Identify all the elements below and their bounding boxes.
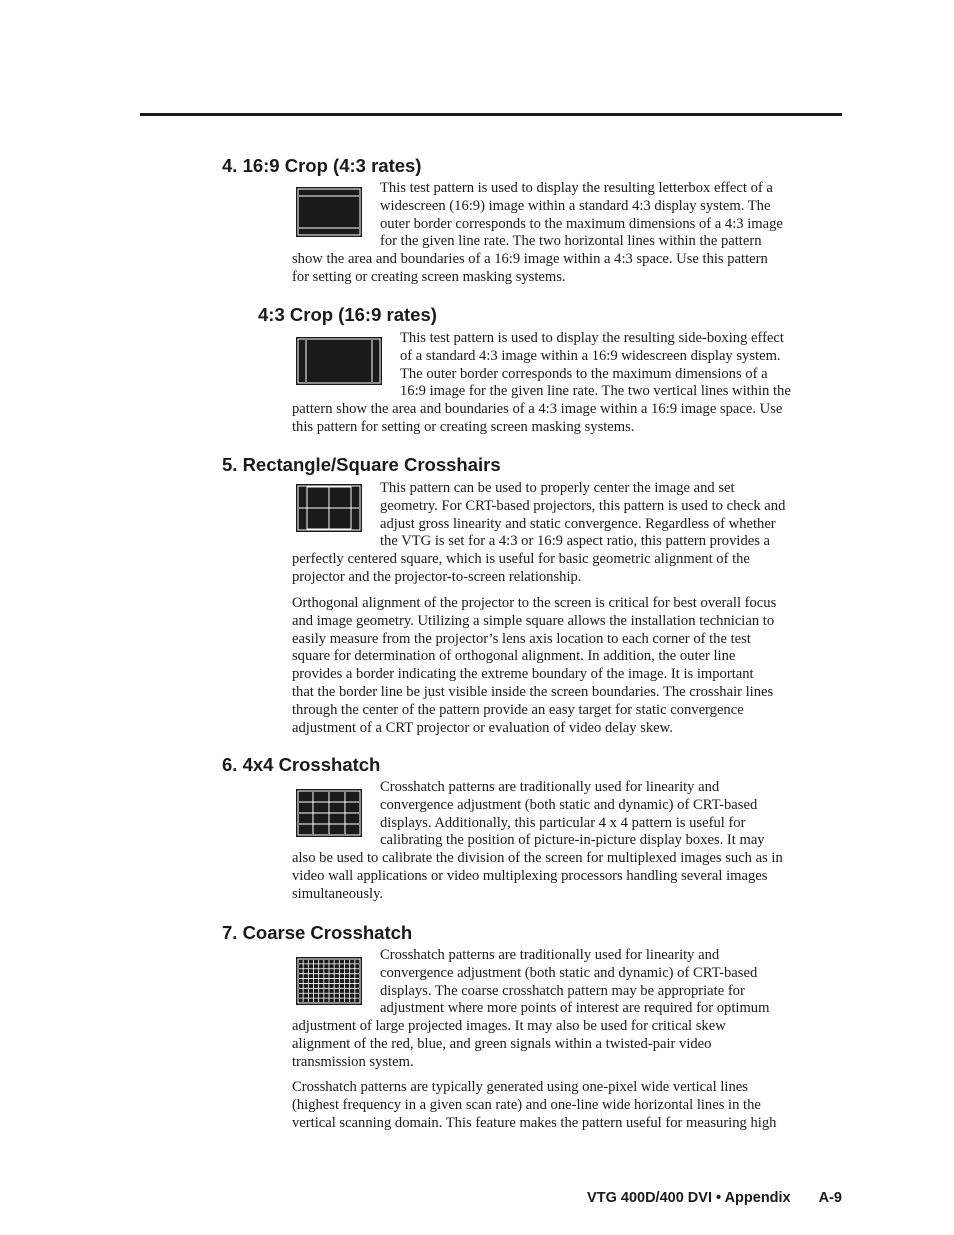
section-5-text: Crosshatch patterns are traditionally used for linearity and convergence adjustment (both static and dynamic) of CRT-based displays. The coarse crosshatch pattern may be appropriate for adjustment where more points of interest are required for optimum bbox=[380, 947, 770, 1017]
section-4-text: Crosshatch patterns are traditionally used for linearity and convergence adjustment (both static and dynamic) of CRT-based displays. Additionally, this particular 4 x 4 pattern is useful for calibrating the position of picture-in-picture display boxes. It may bbox=[380, 779, 765, 849]
section-heading-coarse-crosshatch: 7. Coarse Crosshatch bbox=[222, 922, 413, 943]
section-2-text: This test pattern is used to display the resulting side-boxing effect of a standard 4:3 image within a 16:9 widescreen display system. The outer border corresponds to the maximum dimensions of a 16:9 image for the given line rate. The two vertical lines within the bbox=[400, 330, 791, 400]
crosshatch-4x4-icon bbox=[296, 789, 362, 837]
section-1-text-wrap: show the area and boundaries of a 16:9 image within a 4:3 space. Use this pattern for setting or creating screen masking systems. bbox=[292, 251, 768, 285]
section-3-text: This pattern can be used to properly center the image and set geometry. For CRT-based projectors, this pattern is used to check and adjust gross linearity and static convergence. Regardless of whether the VTG is set for a 4:3 or 16:9 aspect ratio, this pattern provides a bbox=[380, 480, 786, 550]
sidebox-pattern-icon bbox=[296, 337, 382, 385]
section-3-text-wrap: perfectly centered square, which is useful for basic geometric alignment of the projector and the projector-to-screen relationship. bbox=[292, 551, 750, 585]
section-heading-4x4-crosshatch: 6. 4x4 Crosshatch bbox=[222, 754, 381, 775]
section-heading-crosshairs: 5. Rectangle/Square Crosshairs bbox=[222, 454, 501, 475]
crosshairs-pattern-icon bbox=[296, 484, 362, 532]
section-2-text-wrap: pattern show the area and boundaries of a 4:3 image within a 16:9 image space. Use this pattern for setting or creating screen masking systems. bbox=[292, 401, 783, 435]
section-1-text: This test pattern is used to display the resulting letterbox effect of a widescreen (16:9) image within a standard 4:3 display system. The outer border corresponds to the maximum dimensions of a 4:3 image for the given line rate. The two horizontal lines within the pattern bbox=[380, 180, 783, 250]
section-3-paragraph-2: Orthogonal alignment of the projector to the screen is critical for best overall focus and image geometry. Utilizing a simple square allows the installation technician to easily measure from the projector’s lens axis location to each corner of the test square for determination of orthogonal alignment. In addition, the outer line provides a border indicating the extreme boundary of the image. It is important that the border line be just visible inside the screen boundaries. The crosshair lines through the center of the pattern provide an easy target for static convergence adjustment of a CRT projector or evaluation of video delay skew. bbox=[292, 595, 777, 736]
header-rule bbox=[140, 113, 842, 116]
section-5-paragraph-2: Crosshatch patterns are typically generated using one-pixel wide vertical lines (highest frequency in a given scan rate) and one-line wide horizontal lines in the vertical scanning domain. This feature makes the pattern useful for measuring high bbox=[292, 1079, 777, 1131]
page-footer bbox=[587, 1190, 842, 1206]
footer-title: VTG 400D/400 DVI • Appendix bbox=[587, 1190, 791, 1206]
letterbox-pattern-icon bbox=[296, 187, 362, 237]
page-number: A-9 bbox=[818, 1190, 842, 1206]
section-4-text-wrap: also be used to calibrate the division of the screen for multiplexed images such as in video wall applications or video multiplexing processors handling several images simultaneously. bbox=[292, 850, 783, 902]
section-5-text-wrap: adjustment of large projected images. It may also be used for critical skew alignment of the red, blue, and green signals within a twisted-pair video transmission system. bbox=[292, 1018, 726, 1070]
section-heading-16-9-crop: 4. 16:9 Crop (4:3 rates) bbox=[222, 155, 422, 176]
coarse-crosshatch-icon bbox=[296, 957, 362, 1005]
section-heading-4-3-crop: 4:3 Crop (16:9 rates) bbox=[258, 304, 437, 325]
